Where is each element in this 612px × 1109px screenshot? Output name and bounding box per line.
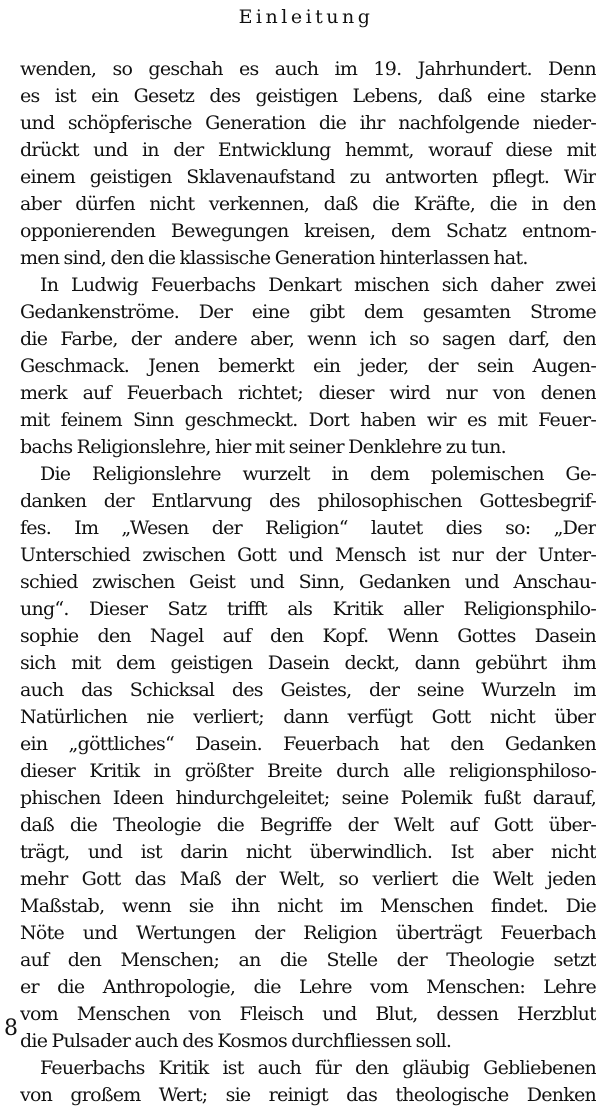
text-line: sophie den Nagel auf den Kopf. Wenn Gottes Dasein: [20, 625, 596, 647]
text-line: von großem Wert; sie reinigt das theologische Denken: [20, 1084, 596, 1106]
text-line: ein „göttliches“ Dasein. Feuerbach hat den Gedanken: [20, 733, 596, 755]
text-line: Feuerbachs Kritik ist auch für den gläubig Gebliebenen: [40, 1057, 596, 1079]
text-line: Maßstab, wenn sie ihn nicht im Menschen findet. Die: [20, 895, 596, 917]
text-line: vom Menschen von Fleisch und Blut, dessen Herzblut: [20, 1003, 596, 1025]
text-line: mehr Gott das Maß der Welt, so verliert die Welt jeden: [20, 868, 596, 890]
text-line: fes. Im „Wesen der Religion“ lautet dies so: „Der: [20, 517, 596, 539]
text-line: In Ludwig Feuerbachs Denkart mischen sich daher zwei: [40, 274, 596, 296]
text-line: dieser Kritik in größter Breite durch alle religionsphiloso-: [20, 760, 596, 782]
text-line: Geschmack. Jenen bemerkt ein jeder, der sein Augen-: [20, 355, 596, 377]
text-line: Die Religionslehre wurzelt in dem polemischen Ge-: [40, 463, 596, 485]
text-line: auf den Menschen; an die Stelle der Theologie setzt: [20, 949, 596, 971]
running-head: Einleitung: [238, 6, 374, 28]
text-line: einem geistigen Sklavenaufstand zu antworten pflegt. Wir: [20, 166, 596, 188]
text-line: sich mit dem geistigen Dasein deckt, dann gebührt ihm: [20, 652, 596, 674]
text-line: bachs Religionslehre, hier mit seiner Denklehre zu tun.: [20, 436, 506, 458]
text-line: wenden, so geschah es auch im 19. Jahrhundert. Denn: [20, 58, 596, 80]
text-line: merk auf Feuerbach richtet; dieser wird nur von denen: [20, 382, 596, 404]
text-line: die Farbe, der andere aber, wenn ich so sagen darf, den: [20, 328, 596, 350]
text-line: mit feinem Sinn geschmeckt. Dort haben wir es mit Feuer-: [20, 409, 596, 431]
text-line: aber dürfen nicht verkennen, daß die Kräfte, die in den: [20, 193, 596, 215]
text-line: auch das Schicksal des Geistes, der seine Wurzeln im: [20, 679, 596, 701]
text-line: er die Anthropologie, die Lehre vom Menschen: Lehre: [20, 976, 596, 998]
text-line: Gedankenströme. Der eine gibt dem gesamten Strome: [20, 301, 596, 323]
text-line: drückt und in der Entwicklung hemmt, worauf diese mit: [20, 139, 596, 161]
text-line: schied zwischen Geist und Sinn, Gedanken und Anschau-: [20, 571, 596, 593]
text-line: ung“. Dieser Satz trifft als Kritik aller Religionsphilo-: [20, 598, 596, 620]
body-text: [20, 56, 596, 1109]
text-line: danken der Entlarvung des philosophischen Gottesbegrif-: [20, 490, 596, 512]
page-number: 8: [4, 1016, 18, 1041]
text-line: daß die Theologie die Begriffe der Welt auf Gott über-: [20, 814, 596, 836]
text-line: und schöpferische Generation die ihr nachfolgende nieder-: [20, 112, 596, 134]
text-line: phischen Ideen hindurchgeleitet; seine Polemik fußt darauf,: [20, 787, 596, 809]
text-line: es ist ein Gesetz des geistigen Lebens, daß eine starke: [20, 85, 596, 107]
text-line: Unterschied zwischen Gott und Mensch ist nur der Unter-: [20, 544, 596, 566]
text-line: die Pulsader auch des Kosmos durchfliessen soll.: [20, 1030, 452, 1052]
text-line: trägt, und ist darin nicht überwindlich. Ist aber nicht: [20, 841, 596, 863]
text-line: Natürlichen nie verliert; dann verfügt Gott nicht über: [20, 706, 596, 728]
text-line: opponierenden Bewegungen kreisen, dem Schatz entnom-: [20, 220, 596, 242]
text-line: Nöte und Wertungen der Religion überträgt Feuerbach: [20, 922, 596, 944]
text-line: men sind, den die klassische Generation hinterlassen hat.: [20, 247, 528, 269]
